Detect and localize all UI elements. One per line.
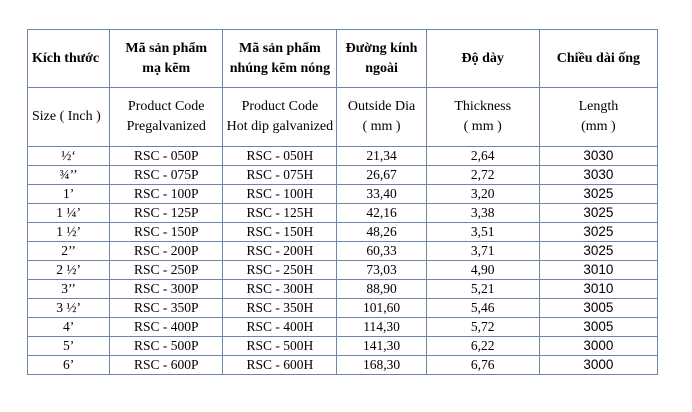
pipe-spec-table bbox=[27, 29, 658, 375]
cell-pregalvanized-code: RSC - 075P bbox=[110, 166, 223, 185]
table-row bbox=[28, 204, 658, 223]
cell-thickness: 6,22 bbox=[426, 337, 539, 356]
cell-hot-dip-code: RSC - 300H bbox=[223, 280, 337, 299]
table-row bbox=[28, 318, 658, 337]
cell-hot-dip-code: RSC - 050H bbox=[223, 147, 337, 166]
cell-hot-dip-code: RSC - 400H bbox=[223, 318, 337, 337]
cell-size: 1 ½’ bbox=[28, 223, 110, 242]
cell-pregalvanized-code: RSC - 125P bbox=[110, 204, 223, 223]
cell-hot-dip-code: RSC - 125H bbox=[223, 204, 337, 223]
cell-outside-diameter: 88,90 bbox=[337, 280, 426, 299]
cell-outside-diameter: 48,26 bbox=[337, 223, 426, 242]
header-thickness: Độ dày bbox=[426, 30, 539, 88]
cell-pregalvanized-code: RSC - 250P bbox=[110, 261, 223, 280]
cell-size: 2’’ bbox=[28, 242, 110, 261]
cell-size: 1 ¼’ bbox=[28, 204, 110, 223]
cell-size: 3 ½’ bbox=[28, 299, 110, 318]
subheader-size: Size ( Inch ) bbox=[28, 88, 110, 147]
cell-pregalvanized-code: RSC - 150P bbox=[110, 223, 223, 242]
header-pregalvanized-code: Mã sản phẩm mạ kẽm bbox=[110, 30, 223, 88]
table-row bbox=[28, 185, 658, 204]
cell-thickness: 3,38 bbox=[426, 204, 539, 223]
cell-length: 3000 bbox=[539, 356, 657, 375]
cell-thickness: 4,90 bbox=[426, 261, 539, 280]
cell-outside-diameter: 73,03 bbox=[337, 261, 426, 280]
cell-size: 3’’ bbox=[28, 280, 110, 299]
cell-length: 3005 bbox=[539, 299, 657, 318]
table-row bbox=[28, 166, 658, 185]
cell-outside-diameter: 21,34 bbox=[337, 147, 426, 166]
header-hot-dip-code: Mã sản phẩm nhúng kẽm nóng bbox=[223, 30, 337, 88]
table-row bbox=[28, 261, 658, 280]
cell-size: 5’ bbox=[28, 337, 110, 356]
cell-pregalvanized-code: RSC - 350P bbox=[110, 299, 223, 318]
subheader-length: Length (mm ) bbox=[539, 88, 657, 147]
cell-pregalvanized-code: RSC - 400P bbox=[110, 318, 223, 337]
cell-size: 6’ bbox=[28, 356, 110, 375]
cell-hot-dip-code: RSC - 350H bbox=[223, 299, 337, 318]
cell-thickness: 3,20 bbox=[426, 185, 539, 204]
cell-outside-diameter: 168,30 bbox=[337, 356, 426, 375]
cell-outside-diameter: 26,67 bbox=[337, 166, 426, 185]
table-row bbox=[28, 280, 658, 299]
cell-size: 1’ bbox=[28, 185, 110, 204]
table-row bbox=[28, 299, 658, 318]
header-row bbox=[28, 30, 658, 88]
cell-length: 3010 bbox=[539, 261, 657, 280]
subheader-pregalvanized-code: Product Code Pregalvanized bbox=[110, 88, 223, 147]
cell-length: 3025 bbox=[539, 223, 657, 242]
cell-thickness: 5,72 bbox=[426, 318, 539, 337]
cell-outside-diameter: 33,40 bbox=[337, 185, 426, 204]
subheader-outside-diameter: Outside Dia ( mm ) bbox=[337, 88, 426, 147]
cell-outside-diameter: 101,60 bbox=[337, 299, 426, 318]
cell-outside-diameter: 42,16 bbox=[337, 204, 426, 223]
cell-length: 3025 bbox=[539, 185, 657, 204]
cell-size: 4’ bbox=[28, 318, 110, 337]
cell-length: 3030 bbox=[539, 147, 657, 166]
cell-length: 3000 bbox=[539, 337, 657, 356]
cell-hot-dip-code: RSC - 500H bbox=[223, 337, 337, 356]
cell-thickness: 5,46 bbox=[426, 299, 539, 318]
cell-thickness: 3,51 bbox=[426, 223, 539, 242]
cell-thickness: 5,21 bbox=[426, 280, 539, 299]
subheader-row bbox=[28, 88, 658, 147]
cell-thickness: 6,76 bbox=[426, 356, 539, 375]
table-body bbox=[28, 147, 658, 375]
cell-pregalvanized-code: RSC - 600P bbox=[110, 356, 223, 375]
header-outside-diameter: Đường kính ngoài bbox=[337, 30, 426, 88]
cell-length: 3005 bbox=[539, 318, 657, 337]
cell-outside-diameter: 141,30 bbox=[337, 337, 426, 356]
cell-length: 3025 bbox=[539, 242, 657, 261]
cell-hot-dip-code: RSC - 600H bbox=[223, 356, 337, 375]
cell-pregalvanized-code: RSC - 200P bbox=[110, 242, 223, 261]
table-row bbox=[28, 242, 658, 261]
cell-size: ½‘ bbox=[28, 147, 110, 166]
cell-pregalvanized-code: RSC - 500P bbox=[110, 337, 223, 356]
cell-length: 3030 bbox=[539, 166, 657, 185]
cell-pregalvanized-code: RSC - 300P bbox=[110, 280, 223, 299]
cell-size: 2 ½’ bbox=[28, 261, 110, 280]
cell-pregalvanized-code: RSC - 100P bbox=[110, 185, 223, 204]
table-row bbox=[28, 223, 658, 242]
header-size: Kích thước bbox=[28, 30, 110, 88]
cell-thickness: 2,72 bbox=[426, 166, 539, 185]
header-length: Chiều dài ống bbox=[539, 30, 657, 88]
cell-hot-dip-code: RSC - 075H bbox=[223, 166, 337, 185]
cell-hot-dip-code: RSC - 150H bbox=[223, 223, 337, 242]
cell-hot-dip-code: RSC - 250H bbox=[223, 261, 337, 280]
cell-thickness: 3,71 bbox=[426, 242, 539, 261]
cell-length: 3025 bbox=[539, 204, 657, 223]
cell-hot-dip-code: RSC - 100H bbox=[223, 185, 337, 204]
cell-pregalvanized-code: RSC - 050P bbox=[110, 147, 223, 166]
cell-outside-diameter: 60,33 bbox=[337, 242, 426, 261]
table-row bbox=[28, 356, 658, 375]
table-row bbox=[28, 337, 658, 356]
subheader-thickness: Thickness ( mm ) bbox=[426, 88, 539, 147]
subheader-hot-dip-code: Product Code Hot dip galvanized bbox=[223, 88, 337, 147]
cell-length: 3010 bbox=[539, 280, 657, 299]
cell-outside-diameter: 114,30 bbox=[337, 318, 426, 337]
table-row bbox=[28, 147, 658, 166]
cell-thickness: 2,64 bbox=[426, 147, 539, 166]
cell-hot-dip-code: RSC - 200H bbox=[223, 242, 337, 261]
cell-size: ¾’’ bbox=[28, 166, 110, 185]
